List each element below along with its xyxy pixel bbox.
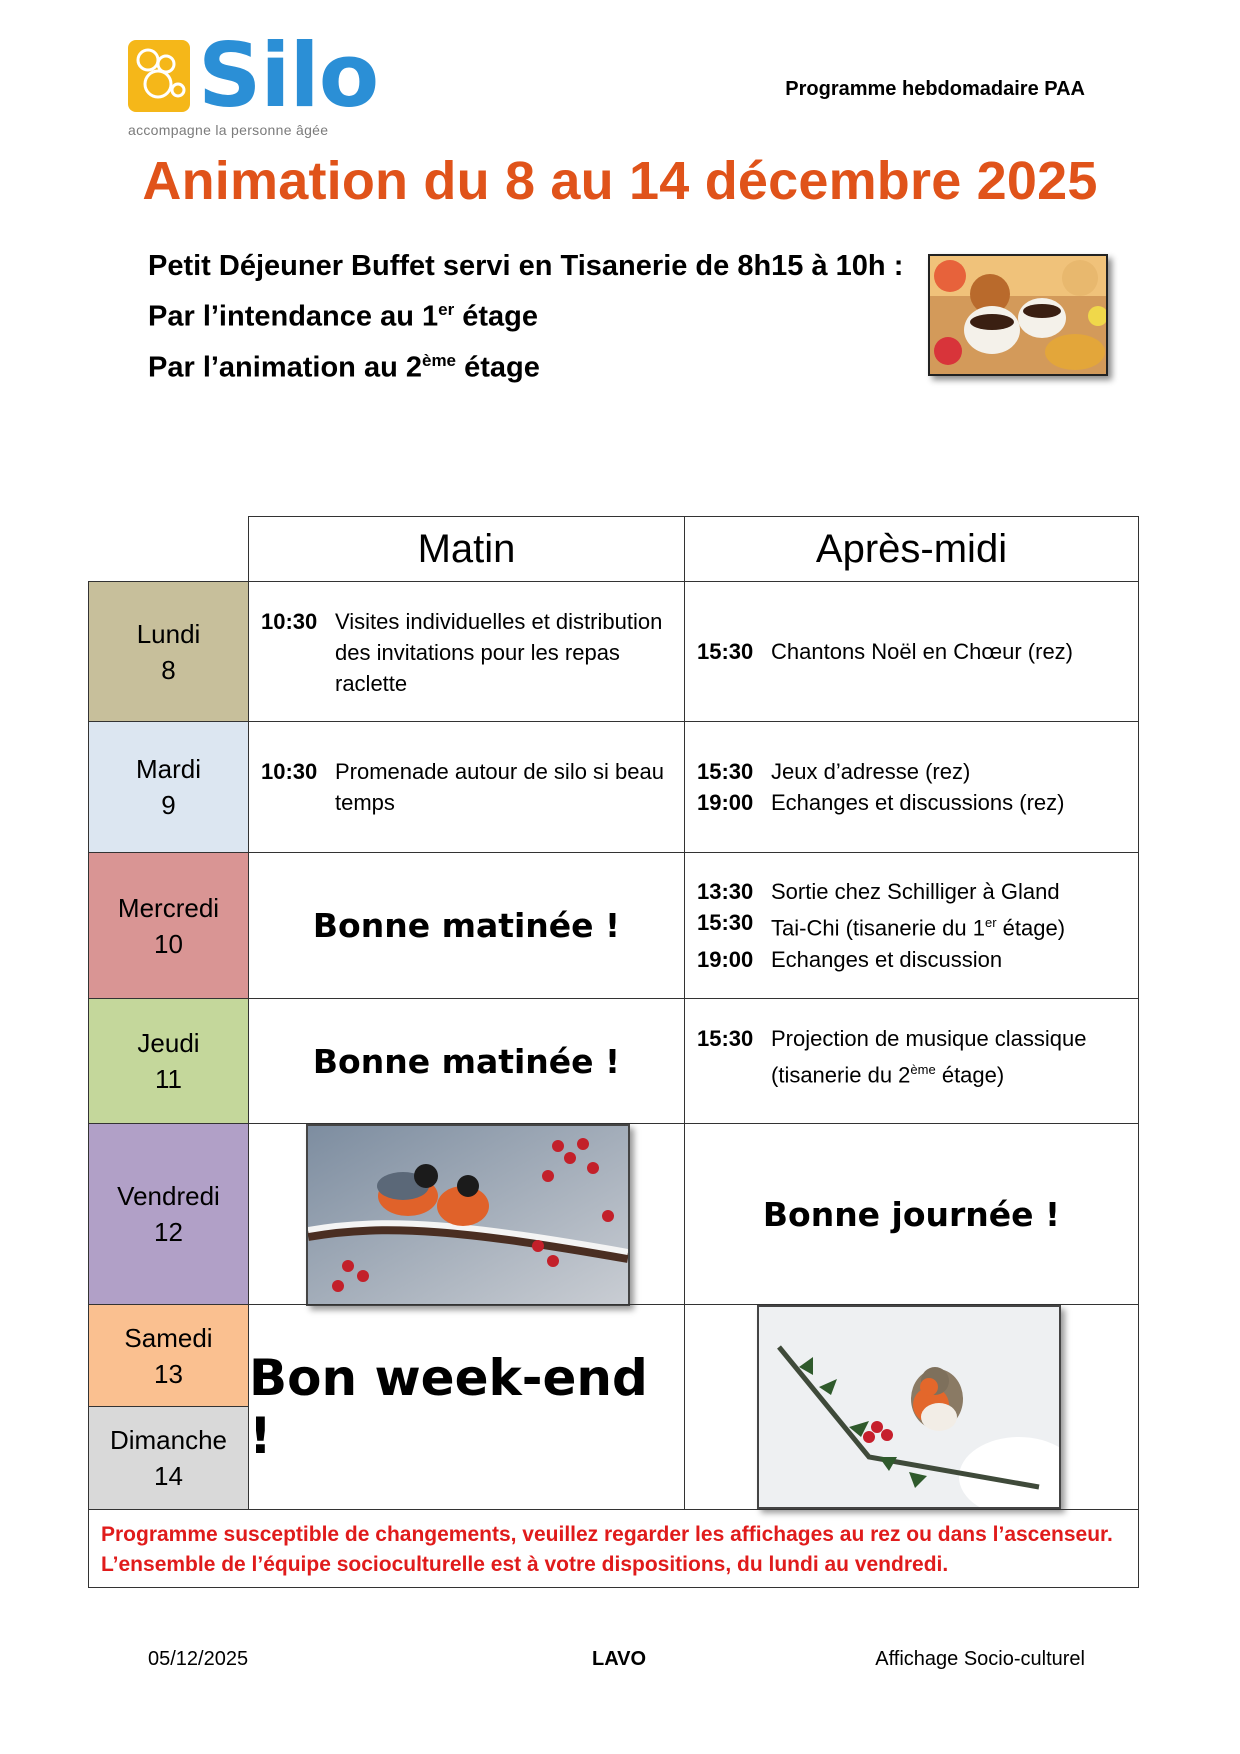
logo-mark-icon: [128, 40, 190, 112]
activity: 15:30 Tai-Chi (tisanerie du 1er étage): [697, 910, 1066, 941]
weekend-morning: Bon week-end !: [248, 1304, 685, 1510]
day-mercredi: Mercredi 10: [88, 852, 249, 999]
activity: 15:30 Projection de musique classique (tisanerie du 2ème étage): [697, 1026, 1087, 1088]
activity: 10:30 Promenade autour de silo si beau temps: [261, 759, 664, 815]
breakfast-photo: [928, 254, 1108, 376]
activity: 19:00 Echanges et discussions (rez): [697, 790, 1065, 815]
logo: [128, 24, 379, 146]
vendredi-morning: [248, 1123, 685, 1305]
day-lundi: Lundi 8: [88, 581, 249, 722]
lundi-afternoon: [684, 581, 1139, 722]
bullfinch-photo: [306, 1124, 630, 1306]
day-dimanche: Dimanche 14: [88, 1406, 249, 1510]
breakfast-line-2: Par l’intendance au 1er étage: [148, 300, 539, 333]
day-mardi: Mardi 9: [88, 721, 249, 853]
mercredi-afternoon: [684, 852, 1139, 999]
notice-line-1: Programme susceptible de changements, veuillez regarder les affichages au rez ou dans l’ascenseur.: [101, 1523, 1113, 1546]
col-header-afternoon: Après-midi: [684, 516, 1139, 582]
breakfast-info: [148, 244, 903, 389]
day-jeudi: Jeudi 11: [88, 998, 249, 1124]
activity: 13:30 Sortie chez Schilliger à Gland: [697, 879, 1060, 905]
footer-right: Affichage Socio-culturel: [875, 1648, 1085, 1670]
col-header-morning: Matin: [248, 516, 685, 582]
change-notice: [88, 1509, 1139, 1588]
day-vendredi: Vendredi 12: [88, 1123, 249, 1305]
activity: 15:30 Chantons Noël en Chœur (rez): [697, 639, 1074, 664]
mardi-morning: [248, 721, 685, 853]
activity: 10:30 Visites individuelles et distribution des invitations pour les repas raclette: [261, 609, 663, 696]
logo-tagline: accompagne la personne âgée: [128, 122, 329, 138]
notice-line-2: L’ensemble de l’équipe socioculturelle est à votre dispositions, du lundi au vendredi.: [101, 1553, 949, 1576]
doc-label: Programme hebdomadaire PAA: [785, 78, 1085, 100]
day-samedi: Samedi 13: [88, 1304, 249, 1407]
jeudi-morning: Bonne matinée !: [248, 998, 685, 1124]
weekend-afternoon: [684, 1304, 1139, 1510]
logo-text: Silo: [198, 24, 379, 127]
vendredi-afternoon: Bonne journée !: [684, 1123, 1139, 1305]
breakfast-line-3: Par l’animation au 2ème étage: [148, 350, 540, 384]
lundi-morning: [248, 581, 685, 722]
footer-date: 05/12/2025: [148, 1648, 249, 1670]
breakfast-line-1: Petit Déjeuner Buffet servi en Tisanerie de 8h15 à 10h :: [148, 250, 904, 282]
page-title: Animation du 8 au 14 décembre 2025: [142, 151, 1098, 211]
mercredi-morning: Bonne matinée !: [248, 852, 685, 999]
footer-center: LAVO: [592, 1648, 647, 1670]
jeudi-afternoon: [684, 998, 1139, 1124]
activity: 15:30 Jeux d’adresse (rez): [697, 759, 971, 784]
activity: 19:00 Echanges et discussion: [697, 946, 1003, 972]
mardi-afternoon: [684, 721, 1139, 853]
robin-photo: [757, 1305, 1061, 1509]
